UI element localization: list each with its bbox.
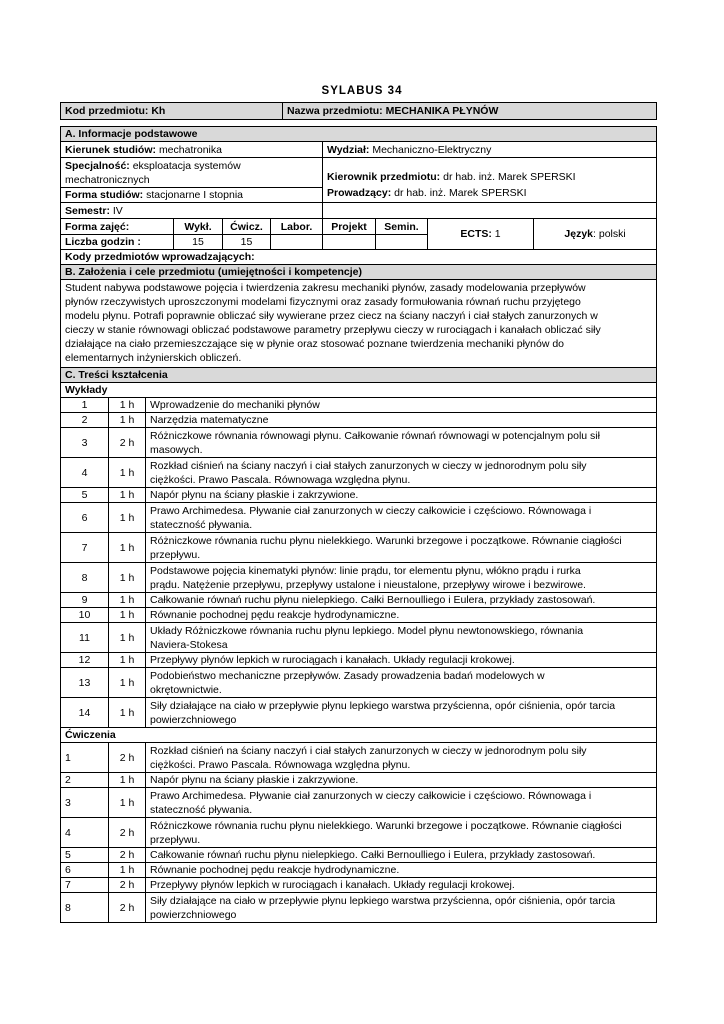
row-topic bbox=[146, 458, 657, 488]
row-hours: 1 h bbox=[109, 503, 146, 533]
course-code-value: Kh bbox=[151, 105, 166, 117]
row-number: 6 bbox=[61, 863, 109, 878]
row-hours: 1 h bbox=[109, 623, 146, 653]
row-topic-line: masowych. bbox=[150, 443, 203, 456]
row-number: 4 bbox=[61, 818, 109, 848]
row-topic-line: Naviera-Stokesa bbox=[150, 638, 228, 651]
row-topic-line: Prawo Archimedesa. Pływanie ciał zanurzonych w cieczy całkowicie i częściowo. Równowaga i bbox=[150, 504, 592, 517]
course-leader-label: Kierownik przedmiotu: bbox=[327, 171, 441, 183]
instructor-line bbox=[327, 186, 652, 200]
section-b-line: działające na ciało przemieszczające się w płynie oraz stosować poznane twierdzenia mechaniki płynów do bbox=[65, 338, 565, 350]
study-form-value: stacjonarne I stopnia bbox=[146, 189, 243, 201]
seminar-hours bbox=[376, 235, 428, 250]
row-number: 12 bbox=[61, 653, 109, 668]
row-topic bbox=[146, 773, 657, 788]
row-topic-line: Równanie pochodnej pędu reakcje hydrodynamiczne. bbox=[150, 609, 400, 621]
ects-label: ECTS: bbox=[460, 228, 492, 240]
hours-label: Liczba godzin : bbox=[61, 235, 174, 250]
row-topic-line: stateczność pływania. bbox=[150, 803, 253, 816]
content-row bbox=[61, 608, 657, 623]
row-number: 4 bbox=[61, 458, 109, 488]
instructor-value: dr hab. inż. Marek SPERSKI bbox=[394, 187, 527, 199]
row-topic bbox=[146, 668, 657, 698]
specialization-value: eksploatacja systemów mechatronicznych bbox=[65, 159, 241, 186]
content-row bbox=[61, 893, 657, 923]
syllabus-table bbox=[60, 126, 657, 923]
content-row bbox=[61, 563, 657, 593]
section-c-heading: C. Treści kształcenia bbox=[61, 368, 657, 383]
row-hours: 2 h bbox=[109, 818, 146, 848]
section-b-heading: B. Założenia i cele przedmiotu (umiejętności i kompetencje) bbox=[61, 265, 657, 280]
language-value: : polski bbox=[593, 228, 626, 240]
course-leader-line bbox=[327, 170, 652, 184]
content-row bbox=[61, 848, 657, 863]
row-number: 3 bbox=[61, 428, 109, 458]
row-hours: 1 h bbox=[109, 653, 146, 668]
semester-empty-cell bbox=[323, 203, 657, 219]
row-topic bbox=[146, 503, 657, 533]
row-topic-line: Układy Różniczkowe równania ruchu płynu lepkiego. Model płynu newtonowskiego, równania bbox=[150, 624, 584, 637]
exercises-label: Ćwiczenia bbox=[61, 728, 657, 743]
row-number: 11 bbox=[61, 623, 109, 653]
row-number: 2 bbox=[61, 413, 109, 428]
row-topic bbox=[146, 608, 657, 623]
row-number: 5 bbox=[61, 848, 109, 863]
row-hours: 1 h bbox=[109, 698, 146, 728]
row-hours: 2 h bbox=[109, 428, 146, 458]
row-topic-line: Podobieństwo mechaniczne przepływów. Zasady prowadzenia badań modelowych w bbox=[150, 669, 545, 682]
row-number: 14 bbox=[61, 698, 109, 728]
row-number: 6 bbox=[61, 503, 109, 533]
ects-value: 1 bbox=[494, 228, 501, 240]
row-topic bbox=[146, 743, 657, 773]
row-topic-line: Różniczkowe równania równowagi płynu. Całkowanie równań równowagi w potencjalnym polu sił bbox=[150, 429, 600, 442]
row-topic-line: powierzchniowego bbox=[150, 908, 237, 921]
row-number: 7 bbox=[61, 878, 109, 893]
row-topic-line: przepływu. bbox=[150, 833, 201, 846]
row-topic bbox=[146, 788, 657, 818]
row-hours: 2 h bbox=[109, 878, 146, 893]
row-topic-line: Różniczkowe równania ruchu płynu nielekkiego. Warunki brzegowe i początkowe. Równanie ciągłości bbox=[150, 819, 622, 832]
content-row bbox=[61, 773, 657, 788]
content-row bbox=[61, 533, 657, 563]
row-topic-line: Przepływy płynów lepkich w rurociągach i kanałach. Układy regulacji krokowej. bbox=[150, 654, 515, 666]
row-number: 7 bbox=[61, 533, 109, 563]
section-b-text bbox=[61, 280, 657, 368]
row-hours: 1 h bbox=[109, 593, 146, 608]
course-code-cell bbox=[61, 103, 283, 120]
row-topic-line: Wprowadzenie do mechaniki płynów bbox=[150, 399, 320, 411]
content-row bbox=[61, 398, 657, 413]
row-topic-line: Napór płynu na ściany płaskie i zakrzywione. bbox=[150, 774, 359, 786]
row-hours: 2 h bbox=[109, 743, 146, 773]
content-row bbox=[61, 668, 657, 698]
row-number: 8 bbox=[61, 893, 109, 923]
row-topic bbox=[146, 893, 657, 923]
row-topic-line: okrętownictwie. bbox=[150, 683, 222, 696]
row-number: 2 bbox=[61, 773, 109, 788]
prerequisites-label: Kody przedmiotów wprowadzających: bbox=[61, 250, 657, 265]
field-of-study-label: Kierunek studiów: bbox=[65, 143, 157, 156]
row-topic-line: Całkowanie równań ruchu płynu nielepkiego. Całki Bernoulliego i Eulera, przykłady zastosowań. bbox=[150, 849, 596, 861]
course-name-label: Nazwa przedmiotu: bbox=[287, 105, 383, 117]
row-hours: 1 h bbox=[109, 773, 146, 788]
faculty-label: Wydział: bbox=[327, 143, 370, 156]
col-lab: Labor. bbox=[271, 219, 323, 235]
row-topic-line: Podstawowe pojęcia kinematyki płynów: linie prądu, tor elementu płynu, włókno prądu i rurka bbox=[150, 564, 581, 577]
course-name-value: MECHANIKA PŁYNÓW bbox=[385, 105, 499, 117]
row-topic bbox=[146, 698, 657, 728]
row-hours: 1 h bbox=[109, 398, 146, 413]
exercise-hours: 15 bbox=[223, 235, 271, 250]
row-topic bbox=[146, 413, 657, 428]
lecturers-cell bbox=[323, 158, 657, 203]
content-row bbox=[61, 653, 657, 668]
row-hours: 2 h bbox=[109, 893, 146, 923]
row-hours: 1 h bbox=[109, 458, 146, 488]
content-row bbox=[61, 428, 657, 458]
row-topic-line: Przepływy płynów lepkich w rurociągach i kanałach. Układy regulacji krokowej. bbox=[150, 879, 515, 891]
content-row bbox=[61, 503, 657, 533]
row-topic bbox=[146, 818, 657, 848]
row-topic-line: ciężkości. Prawo Pascala. Równowaga względna płynu. bbox=[150, 758, 411, 771]
row-hours: 1 h bbox=[109, 533, 146, 563]
row-topic-line: Całkowanie równań ruchu płynu nielepkiego. Całki Bernoulliego i Eulera, przykłady zastosowań. bbox=[150, 594, 596, 606]
class-form-label: Forma zajęć: bbox=[61, 219, 174, 235]
row-topic bbox=[146, 863, 657, 878]
section-b-line: cieczy w stanie równowagi obliczać podstawowe parametry przepływu cieczy w rurociągach i kanałach obliczać siły bbox=[65, 324, 601, 336]
content-row bbox=[61, 863, 657, 878]
row-number: 13 bbox=[61, 668, 109, 698]
content-row bbox=[61, 878, 657, 893]
study-form-label: Forma studiów: bbox=[65, 189, 144, 201]
row-topic-line: ciężkości. Prawo Pascala. Równowaga względna płynu. bbox=[150, 473, 411, 486]
section-b-line: Student nabywa podstawowe pojęcia i twierdzenia zakresu mechaniki płynów, zasady modelowania przepływów bbox=[65, 282, 586, 294]
instructor-label: Prowadzący: bbox=[327, 187, 392, 199]
row-topic-line: powierzchniowego bbox=[150, 713, 237, 726]
row-number: 1 bbox=[61, 743, 109, 773]
exercises-list bbox=[61, 743, 657, 923]
section-b-line: elementarnych inżynierskich obliczeń. bbox=[65, 352, 242, 364]
row-number: 1 bbox=[61, 398, 109, 413]
row-topic-line: Rozkład ciśnień na ściany naczyń i ciał stałych zanurzonych w cieczy w jednorodnym polu siły bbox=[150, 744, 587, 757]
row-hours: 1 h bbox=[109, 668, 146, 698]
semester-cell bbox=[61, 203, 323, 219]
lectures-list bbox=[61, 398, 657, 728]
row-number: 3 bbox=[61, 788, 109, 818]
row-topic-line: Rozkład ciśnień na ściany naczyń i ciał stałych zanurzonych w cieczy w jednorodnym polu siły bbox=[150, 459, 587, 472]
row-topic-line: stateczność pływania. bbox=[150, 518, 253, 531]
row-topic-line: przepływu. bbox=[150, 548, 201, 561]
content-row bbox=[61, 458, 657, 488]
row-topic bbox=[146, 848, 657, 863]
row-topic-line: Narzędzia matematyczne bbox=[150, 414, 269, 426]
lectures-label: Wykłady bbox=[61, 383, 657, 398]
course-name-cell bbox=[283, 103, 657, 120]
row-topic-line: Równanie pochodnej pędu reakcje hydrodynamiczne. bbox=[150, 864, 400, 876]
specialization-label: Specjalność: bbox=[65, 159, 130, 172]
row-topic bbox=[146, 428, 657, 458]
row-topic-line: Napór płynu na ściany płaskie i zakrzywione. bbox=[150, 489, 359, 501]
lab-hours bbox=[271, 235, 323, 250]
row-hours: 1 h bbox=[109, 863, 146, 878]
section-a-heading: A. Informacje podstawowe bbox=[61, 127, 657, 142]
row-topic-line: Różniczkowe równania ruchu płynu nielekkiego. Warunki brzegowe i początkowe. Równanie ciągłości bbox=[150, 534, 622, 547]
study-form-cell bbox=[61, 188, 323, 203]
row-topic bbox=[146, 533, 657, 563]
row-hours: 1 h bbox=[109, 488, 146, 503]
row-hours: 2 h bbox=[109, 848, 146, 863]
row-number: 10 bbox=[61, 608, 109, 623]
row-topic-line: Prawo Archimedesa. Pływanie ciał zanurzonych w cieczy całkowicie i częściowo. Równowaga i bbox=[150, 789, 592, 802]
col-seminar: Semin. bbox=[376, 219, 428, 235]
content-row bbox=[61, 623, 657, 653]
row-topic bbox=[146, 488, 657, 503]
col-project: Projekt bbox=[323, 219, 376, 235]
row-topic bbox=[146, 653, 657, 668]
row-number: 8 bbox=[61, 563, 109, 593]
ects-language-cell bbox=[428, 219, 657, 250]
content-row bbox=[61, 818, 657, 848]
section-b-line: modelu płynu. Potrafi poprawnie obliczać siły wywierane przez ciecz na ściany naczyń i ciał stałych zanurzonych w bbox=[65, 310, 598, 322]
page-title: SYLABUS 34 bbox=[321, 85, 403, 97]
row-topic-line: prądu. Natężenie przepływu, przepływy ustalone i nieustalone, przepływy wirowe i bezwirowe. bbox=[150, 578, 586, 591]
section-b-line: płynów rzeczywistych uproszczonymi modelami fizycznymi oraz zasady formułowania równań ruchu przyjętego bbox=[65, 296, 581, 308]
language-cell bbox=[534, 227, 656, 241]
course-leader-value: dr hab. inż. Marek SPERSKI bbox=[443, 171, 576, 183]
lecture-hours: 15 bbox=[174, 235, 223, 250]
faculty-value: Mechaniczno-Elektryczny bbox=[372, 143, 492, 156]
row-hours: 1 h bbox=[109, 788, 146, 818]
field-of-study-cell bbox=[61, 142, 323, 158]
row-topic bbox=[146, 878, 657, 893]
row-hours: 1 h bbox=[109, 608, 146, 623]
content-row bbox=[61, 698, 657, 728]
col-lecture: Wykł. bbox=[174, 219, 223, 235]
row-topic bbox=[146, 593, 657, 608]
project-hours bbox=[323, 235, 376, 250]
specialization-cell bbox=[61, 158, 323, 188]
content-row bbox=[61, 743, 657, 773]
faculty-cell bbox=[323, 142, 657, 158]
row-topic bbox=[146, 398, 657, 413]
course-header-table bbox=[60, 102, 657, 120]
row-number: 9 bbox=[61, 593, 109, 608]
course-code-label: Kod przedmiotu: bbox=[65, 105, 149, 117]
ects-cell bbox=[428, 219, 534, 249]
field-of-study-value: mechatronika bbox=[158, 143, 222, 156]
semester-label: Semestr: bbox=[65, 204, 110, 217]
content-row bbox=[61, 788, 657, 818]
row-topic bbox=[146, 623, 657, 653]
content-row bbox=[61, 413, 657, 428]
row-hours: 1 h bbox=[109, 563, 146, 593]
row-topic-line: Siły działające na ciało w przepływie płynu lepkiego warstwa przyścienna, opór ciśnienia, opór tarcia bbox=[150, 699, 616, 712]
content-row bbox=[61, 488, 657, 503]
row-hours: 1 h bbox=[109, 413, 146, 428]
row-topic bbox=[146, 563, 657, 593]
semester-value: IV bbox=[112, 204, 123, 217]
row-number: 5 bbox=[61, 488, 109, 503]
col-exercise: Ćwicz. bbox=[223, 219, 271, 235]
row-topic-line: Siły działające na ciało w przepływie płynu lepkiego warstwa przyścienna, opór ciśnienia, opór tarcia bbox=[150, 894, 616, 907]
language-label: Język bbox=[564, 228, 594, 240]
content-row bbox=[61, 593, 657, 608]
